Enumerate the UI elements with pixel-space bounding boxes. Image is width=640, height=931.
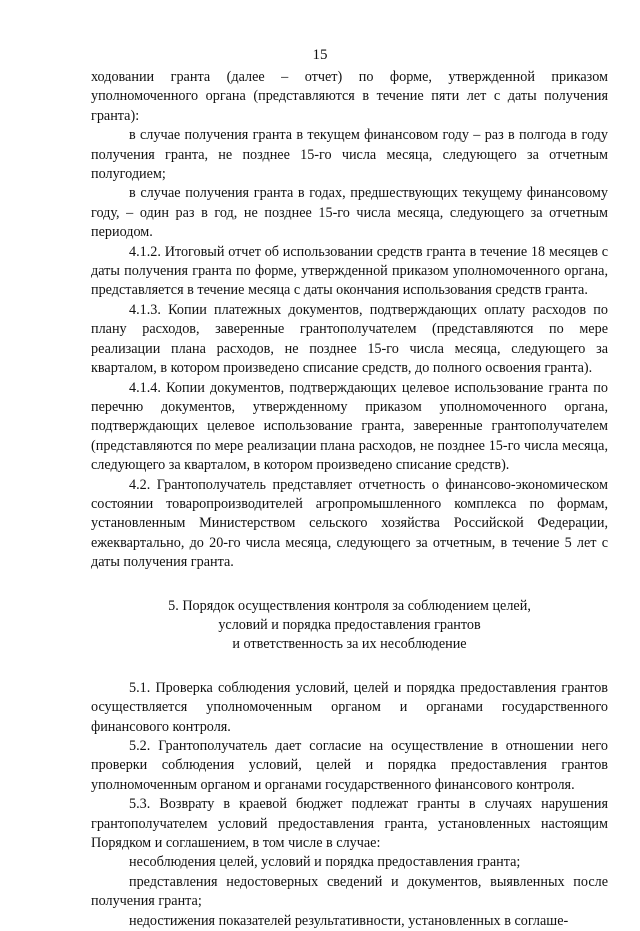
- paragraph: 5.1. Проверка соблюдения условий, целей и порядка предоставления грантов осуществляется уполномоченным органом и органами государственного финансового контроля.: [91, 679, 608, 735]
- paragraph: 5.3. Возврату в краевой бюджет подлежат гранты в случаях нарушения грантополучателем условий предоставления гранта, установленных настоящим Порядком и соглашением, в том числе в случае:: [91, 796, 608, 852]
- page-number: 15: [312, 47, 328, 63]
- paragraph: представления недостоверных сведений и документов, выявленных после получения гранта;: [91, 873, 608, 910]
- paragraph: 5.2. Грантополучатель дает согласие на осуществление в отношении него проверки соблюдения условий, целей и порядка предоставления грантов уполномоченным органом и органами государственного финансового контроля.: [91, 738, 608, 793]
- paragraph: в случае получения гранта в годах, предшествующих текущему финансовому году, – один раз в год, не позднее 15-го числа месяца, следующего за отчетным периодом.: [91, 185, 608, 241]
- section-heading-line-2: условий и порядка предоставления грантов: [218, 616, 481, 633]
- paragraph: в случае получения гранта в текущем финансовом году – раз в полгода в году получения гранта, не позднее 15-го числа месяца, следующего за отчетным полугодием;: [91, 127, 608, 183]
- paragraph: 4.1.2. Итоговый отчет об использовании средств гранта в течение 18 месяцев с даты получения гранта по форме, утвержденной приказом уполномоченного органа, представляется в течение месяца с даты окончания использования средств гранта.: [91, 243, 608, 299]
- paragraph: ходовании гранта (далее – отчет) по форме, утвержденной приказом уполномоченного органа (представляются в течение пяти лет с даты получения гранта):: [91, 69, 608, 124]
- paragraph: несоблюдения целей, условий и порядка предоставления гранта;: [129, 854, 521, 871]
- paragraph: 4.1.3. Копии платежных документов, подтверждающих оплату расходов по плану расходов, заверенные грантополучателем (представляются по мере реализации плана расходов, не позднее 15-го числа месяца, следующего за кварталом, в котором произведено списание средств, до полного освоения гранта).: [91, 301, 608, 377]
- section-heading-line-1: 5. Порядок осуществления контроля за соблюдением целей,: [168, 597, 531, 614]
- document-body: [91, 68, 608, 931]
- paragraph: 4.2. Грантополучатель представляет отчетность о финансово-экономическом состоянии товаропроизводителей агропромышленного комплекса по формам, установленным Министерством сельского хозяйства Российской Федерации, ежеквартально, до 20-го числа месяца, следующего за отчетным, в течение 5 лет с даты получения гранта.: [91, 476, 608, 571]
- paragraphs-before-section: [91, 68, 608, 573]
- paragraph: недостижения показателей результативности, установленных в соглаше-: [129, 912, 569, 929]
- section-heading: [91, 597, 608, 655]
- paragraphs-after-section: [91, 679, 608, 931]
- paragraph: 4.1.4. Копии документов, подтверждающих целевое использование гранта по перечню документов, утвержденному приказом уполномоченного органа, подтверждающих целевое использование гранта, заверенные грантополучателем (представляются по мере реализации плана расходов, не позднее 15-го числа месяца, следующего за кварталом, в котором произведено списание средств).: [91, 379, 608, 474]
- section-heading-line-3: и ответственность за их несоблюдение: [232, 636, 467, 653]
